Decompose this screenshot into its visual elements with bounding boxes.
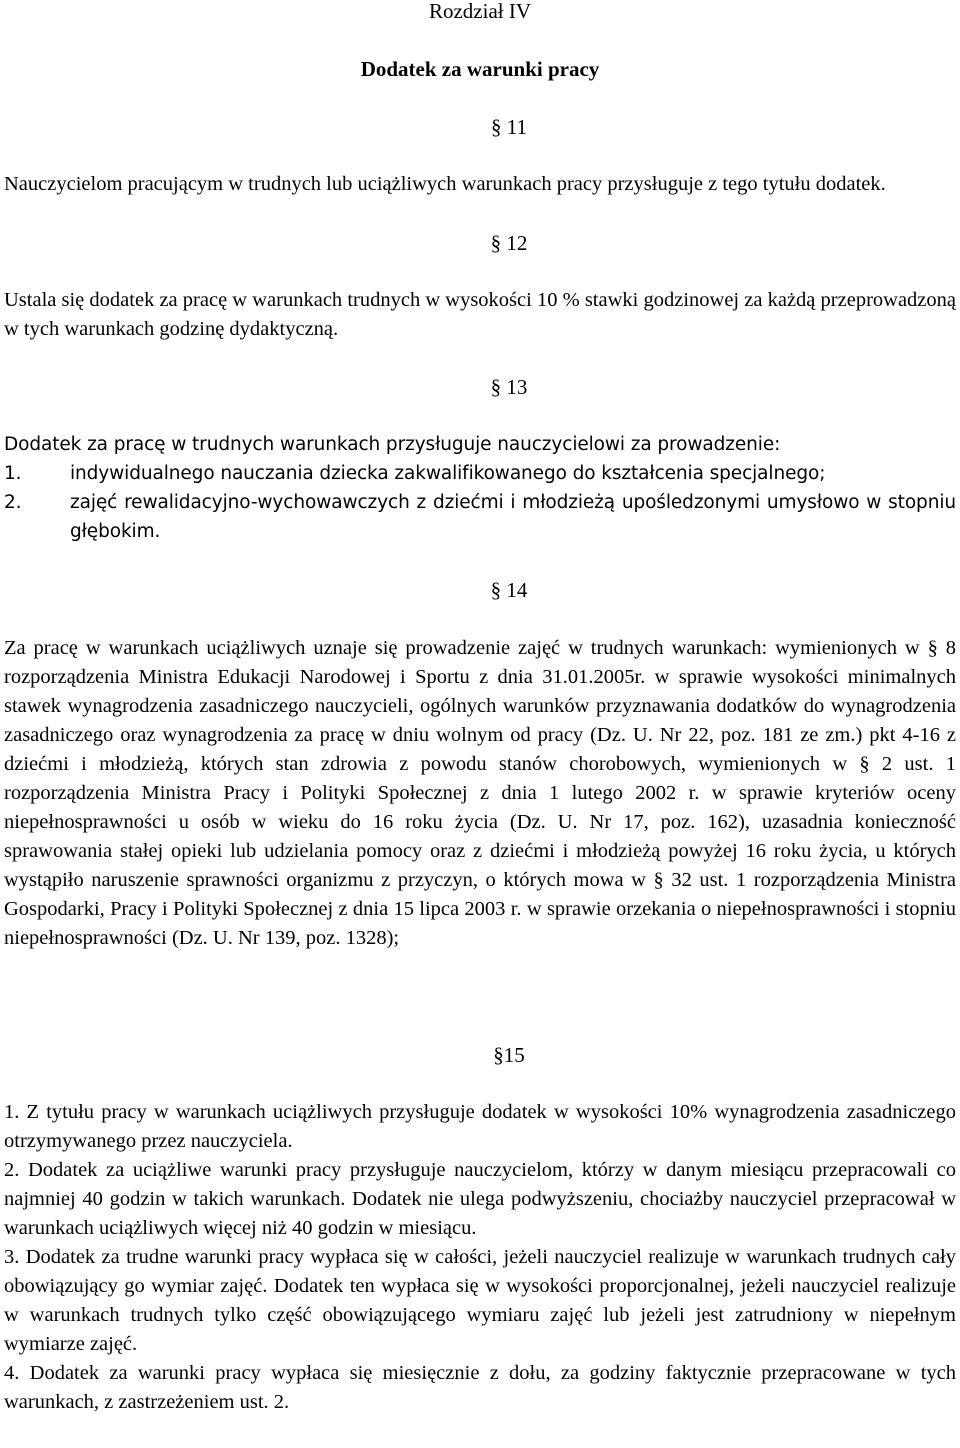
section-12-text: Ustala się dodatek za pracę w warunkach trudnych w wysokości 10 % stawki godzinowej za każdą przeprowadzoną w tych warunkach godzinę dydaktyczną. xyxy=(4,289,956,340)
section-15-heading: §15 xyxy=(493,1043,525,1067)
section-15-paragraph-4: 4. Dodatek za warunki pracy wypłaca się miesięcznie z dołu, za godziny faktycznie przepracowane w tych warunkach, z zastrzeżeniem ust. 2. xyxy=(4,1362,956,1413)
document-title: Dodatek za warunki pracy xyxy=(360,57,600,81)
list-item-number: 2. xyxy=(4,492,22,513)
chapter-heading: Rozdział IV xyxy=(428,0,532,23)
section-13-intro: Dodatek za pracę w trudnych warunkach przysługuje nauczycielowi za prowadzenie: xyxy=(4,434,781,455)
section-11-body xyxy=(4,170,956,199)
list-item-number: 1. xyxy=(4,463,22,484)
section-15-paragraph-1: 1. Z tytułu pracy w warunkach uciążliwych przysługuje dodatek w wysokości 10% wynagrodzenia zasadniczego otrzymywanego przez nauczyciela. xyxy=(4,1101,956,1152)
section-11-text: Nauczycielom pracującym w trudnych lub uciążliwych warunkach pracy przysługuje z tego tytułu dodatek. xyxy=(4,173,886,195)
section-13-body xyxy=(4,430,956,546)
section-15-paragraph-3: 3. Dodatek za trudne warunki pracy wypłaca się w całości, jeżeli nauczyciel realizuje w warunkach trudnych cały obowiązujący go wymiar zajęć. Dodatek ten wypłaca się w wysokości proporcjonalnej, jeżeli nauczyciel realizuje w warunkach trudnych tylko część obowiązującego wymiaru zajęć lub jeżeli jest zatrudniony w niepełnym wymiarze zajęć. xyxy=(4,1246,956,1355)
section-15-body xyxy=(4,1098,956,1417)
section-12-heading: § 12 xyxy=(490,231,528,255)
section-12-body xyxy=(4,286,956,344)
list-item-text: zajęć rewalidacyjno-wychowawczych z dziećmi i młodzieżą upośledzonymi umysłowo w stopniu głębokim. xyxy=(70,492,956,542)
list-item xyxy=(4,459,956,488)
section-14-text: Za pracę w warunkach uciążliwych uznaje się prowadzenie zajęć w trudnych warunkach: wymienionych w § 8 rozporządzenia Ministra Edukacji Narodowej i Sportu z dnia 31.01.2005r. w sprawie wysokości minimalnych stawek wynagrodzenia zasadniczego nauczycieli, ogólnych warunków przyznawania dodatków do wynagrodzenia zasadniczego oraz wynagrodzenia za pracę w dniu wolnym od pracy (Dz. U. Nr 22, poz. 181 ze zm.) pkt 4-16 z dziećmi i młodzieżą, których stan zdrowia z powodu stanów chorobowych, wymienionych w § 2 ust. 1 rozporządzenia Ministra Pracy i Polityki Społecznej z dnia 1 lutego 2002 r. w sprawie kryteriów oceny niepełnosprawności u osób w wieku do 16 roku życia (Dz. U. Nr 17, poz. 162), uzasadnia konieczność sprawowania stałej opieki lub udzielania pomocy oraz z dziećmi i młodzieżą powyżej 16 roku życia, u których wystąpiło naruszenie sprawności organizmu z przyczyn, o których mowa w § 32 ust. 1 rozporządzenia Ministra Gospodarki, Pracy i Polityki Społecznej z dnia 15 lipca 2003 r. w sprawie orzekania o niepełnosprawności i stopniu niepełnosprawności (Dz. U. Nr 139, poz. 1328); xyxy=(4,637,956,949)
section-13-heading: § 13 xyxy=(490,375,528,399)
list-item-text: indywidualnego nauczania dziecka zakwalifikowanego do kształcenia specjalnego; xyxy=(70,463,826,484)
list-item xyxy=(4,488,956,546)
section-15-paragraph-2: 2. Dodatek za uciążliwe warunki pracy przysługuje nauczycielom, którzy w danym miesiącu przepracowali co najmniej 40 godzin w takich warunkach. Dodatek nie ulega podwyższeniu, chociażby nauczyciel przepracował w warunkach uciążliwych więcej niż 40 godzin w miesiącu. xyxy=(4,1159,956,1239)
section-14-body xyxy=(4,634,956,953)
section-14-heading: § 14 xyxy=(490,578,528,602)
section-11-heading: § 11 xyxy=(491,115,527,139)
